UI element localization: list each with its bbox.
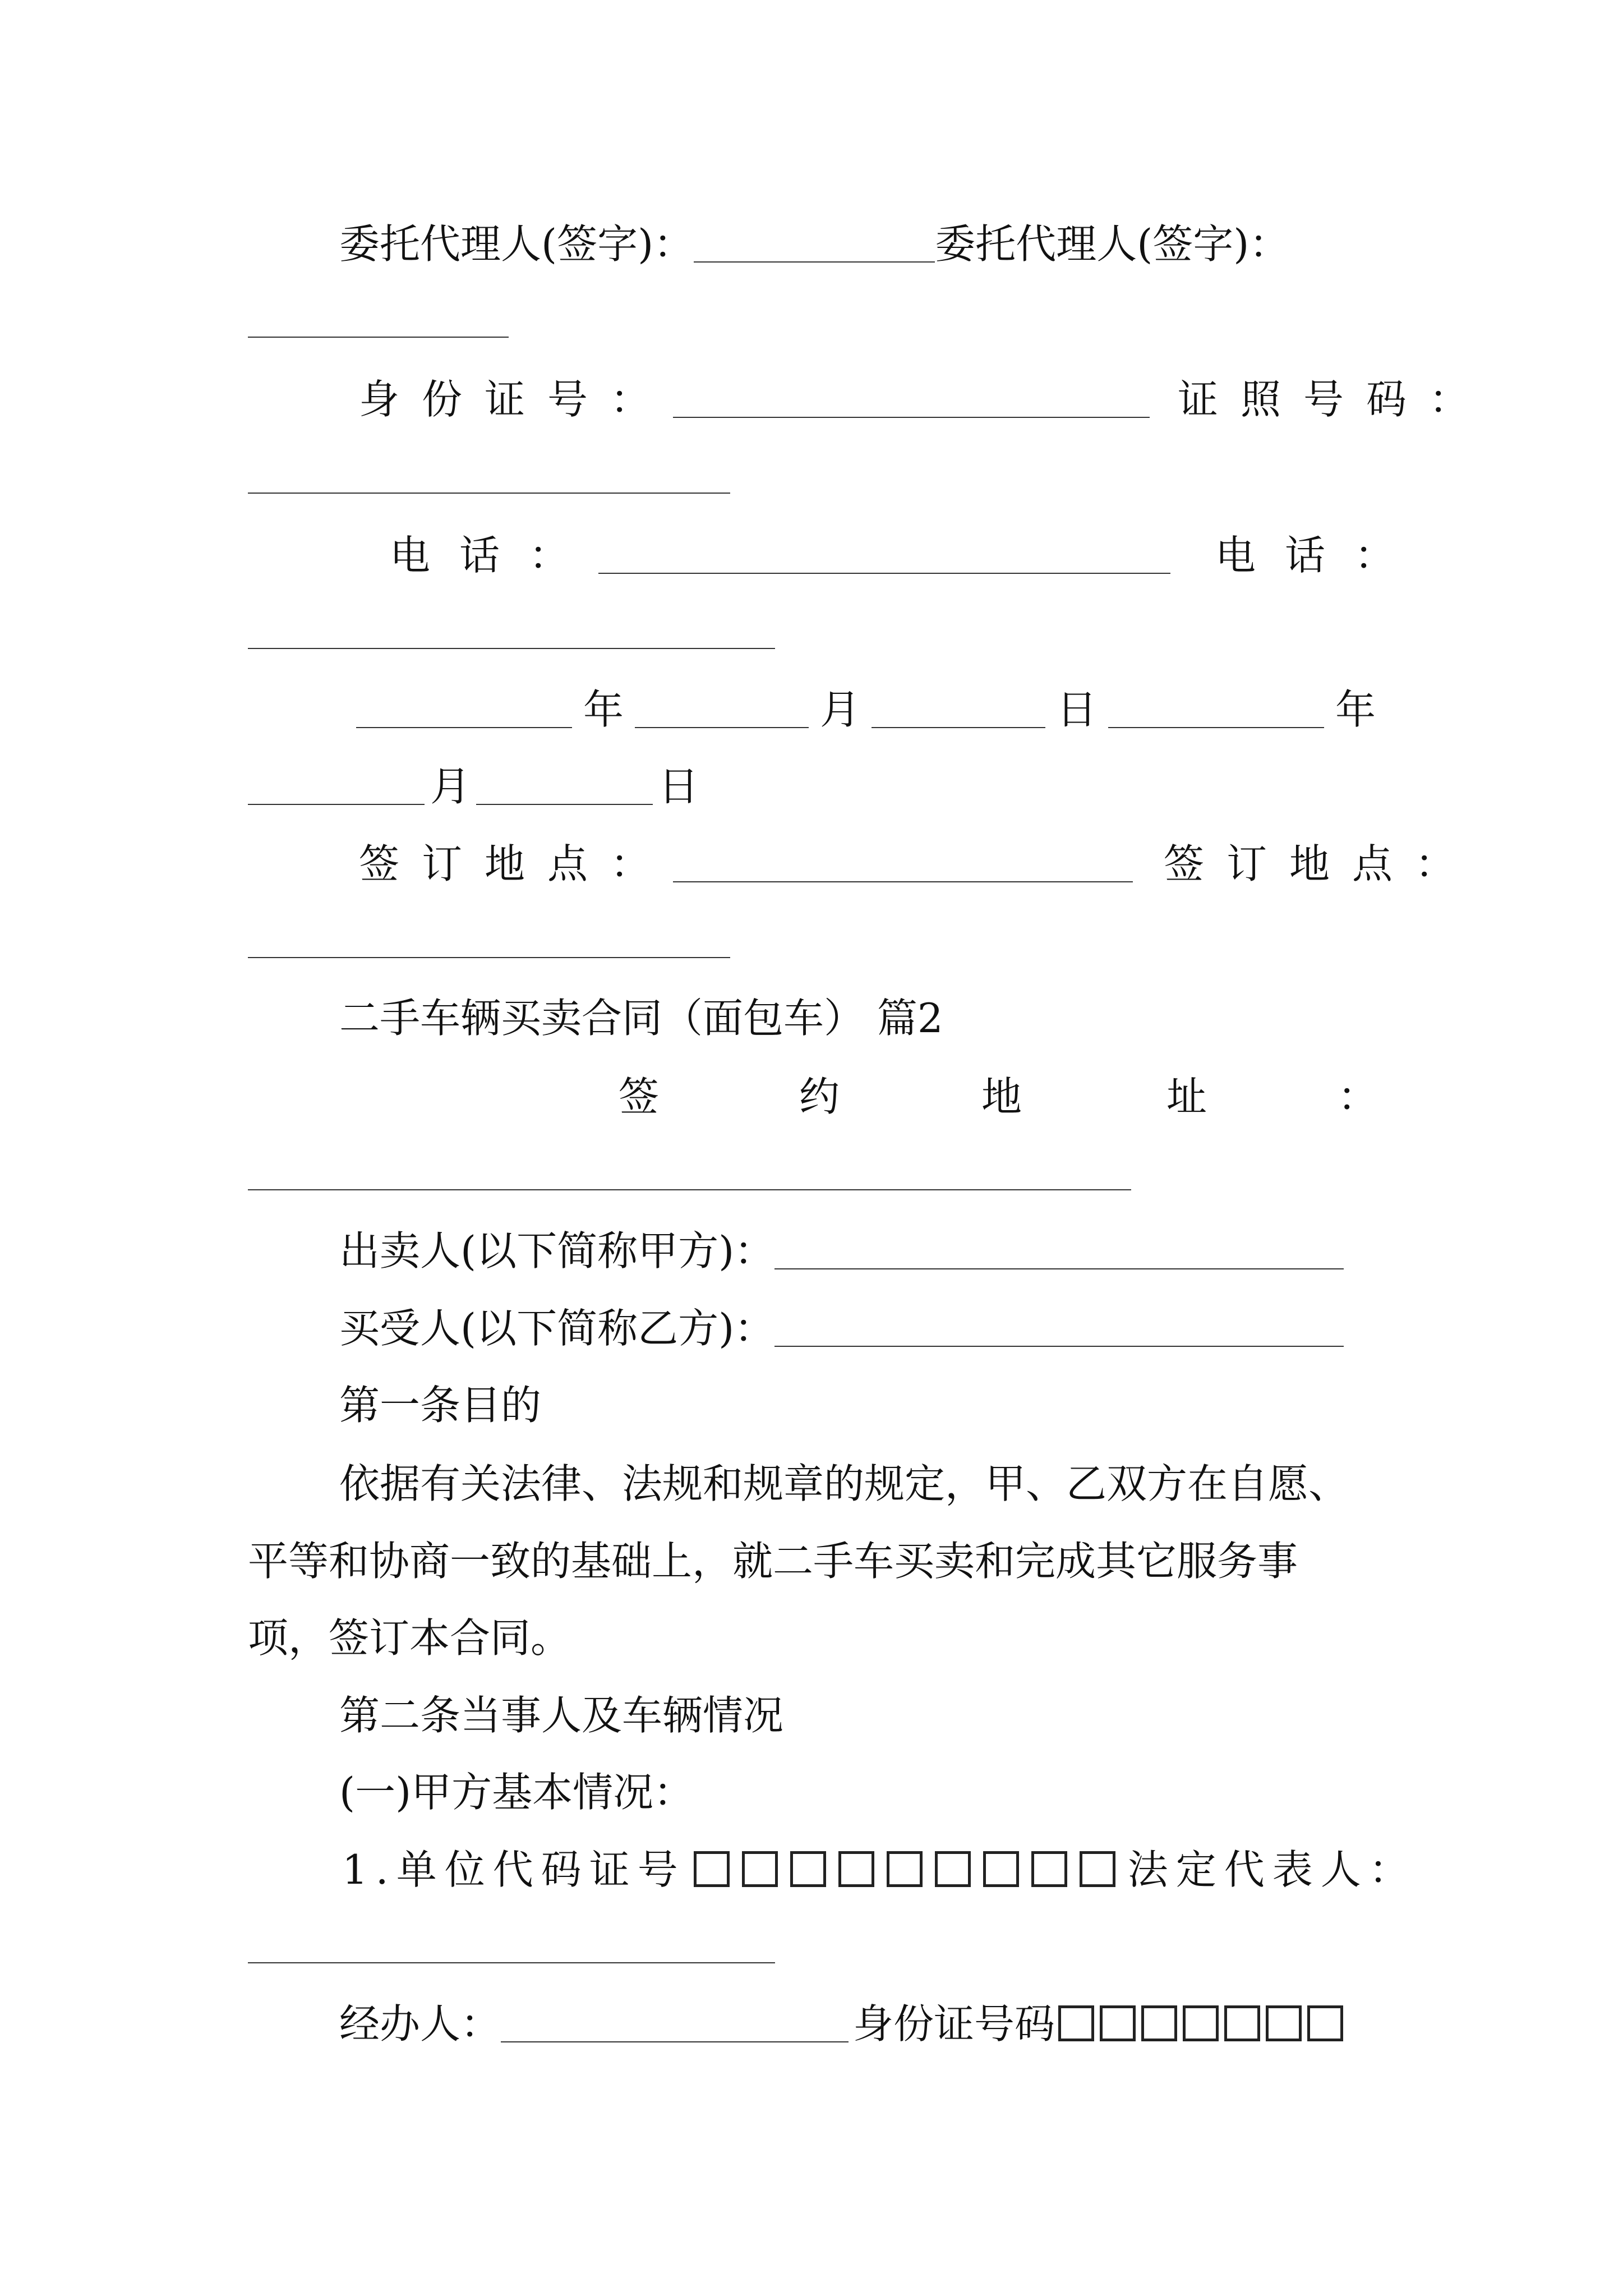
sign-address-char-2: 约: [799, 1073, 840, 1120]
month-blank-b[interactable]: [248, 763, 425, 805]
seller-label: 出卖人(以下简称甲方)：: [339, 1227, 775, 1274]
buyer-label: 买受人(以下简称乙方)：: [339, 1305, 775, 1352]
id-box[interactable]: [1100, 2005, 1136, 2041]
sign-address-char-1: 签: [619, 1073, 660, 1120]
article1-title: 第一条目的: [339, 1382, 542, 1429]
day-blank-a[interactable]: [872, 687, 1045, 728]
place-blank-b[interactable]: [248, 957, 730, 958]
phone-label-b: 电话：: [1215, 532, 1424, 579]
article1-line3: 项，签订本合同。: [248, 1614, 571, 1662]
sign-address-char-4: 址: [1166, 1073, 1207, 1120]
buyer-row: [339, 1300, 1344, 1356]
day-label-a: 日: [1057, 686, 1098, 733]
code-box[interactable]: [1080, 1851, 1115, 1887]
agent-row: [339, 216, 1289, 272]
place-label-a: 签订地点：: [359, 840, 674, 887]
phone-label-a: 电话：: [390, 532, 599, 579]
id-box[interactable]: [1058, 2005, 1094, 2041]
agent-blank-b[interactable]: [248, 337, 509, 338]
id-row: [359, 371, 1492, 427]
legal-rep-label: 法定代表人：: [1127, 1846, 1417, 1893]
seller-blank[interactable]: [774, 1228, 1344, 1269]
unit-code-row: [342, 1842, 1417, 1898]
license-label: 证照号码：: [1178, 376, 1492, 423]
code-box[interactable]: [1031, 1851, 1067, 1887]
code-box[interactable]: [935, 1851, 971, 1887]
agent-label-a: 委托代理人(签字)：: [339, 220, 694, 268]
code-box[interactable]: [887, 1851, 923, 1887]
day-blank-b[interactable]: [476, 763, 653, 805]
id-box[interactable]: [1183, 2005, 1219, 2041]
id-box[interactable]: [1224, 2005, 1260, 2041]
id-number-label: 身份证号码: [853, 2000, 1055, 2047]
license-blank[interactable]: [248, 493, 730, 494]
date-row-a: [356, 682, 1376, 738]
party-a-heading: (一)甲方基本情况：: [339, 1769, 694, 1816]
code-box[interactable]: [983, 1851, 1019, 1887]
buyer-blank[interactable]: [774, 1305, 1344, 1347]
id-blank[interactable]: [673, 376, 1150, 418]
place-row: [359, 836, 1478, 892]
agent-blank-a[interactable]: [694, 221, 935, 263]
id-box[interactable]: [1266, 2005, 1302, 2041]
phone-row: [390, 527, 1424, 583]
year-blank-b[interactable]: [1108, 687, 1324, 728]
sign-address-char-5: ：: [1338, 1073, 1378, 1120]
id-label: 身份证号：: [359, 376, 674, 423]
code-box[interactable]: [838, 1851, 874, 1887]
phone-blank-b[interactable]: [248, 648, 775, 649]
code-box[interactable]: [694, 1851, 730, 1887]
handler-blank[interactable]: [501, 2001, 849, 2042]
day-label-b: 日: [658, 763, 699, 810]
article1-line1: 依据有关法律、法规和规章的规定，甲、乙双方在自愿、: [339, 1460, 1349, 1507]
month-label-a: 月: [820, 686, 861, 733]
phone-blank-a[interactable]: [598, 532, 1170, 574]
id-box[interactable]: [1141, 2005, 1177, 2041]
code-box[interactable]: [742, 1851, 778, 1887]
article1-line2: 平等和协商一致的基础上，就二手车买卖和完成其它服务事: [248, 1538, 1298, 1585]
section-title: 二手车辆买卖合同（面包车） 篇2: [339, 995, 943, 1042]
code-box[interactable]: [790, 1851, 826, 1887]
handler-label: 经办人：: [339, 2000, 501, 2047]
id-box[interactable]: [1307, 2005, 1343, 2041]
year-blank-a[interactable]: [356, 687, 572, 728]
seller-row: [339, 1223, 1344, 1279]
sign-address-blank[interactable]: [248, 1189, 1131, 1190]
month-label-b: 月: [430, 763, 471, 810]
sign-address-char-3: 地: [981, 1073, 1022, 1120]
unit-code-label: 1.单位代码证号: [342, 1846, 686, 1893]
article2-title: 第二条当事人及车辆情况: [339, 1692, 784, 1739]
date-row-b: [248, 758, 699, 815]
agent-label-b: 委托代理人(签字)：: [935, 220, 1290, 268]
handler-row: [339, 1996, 1343, 2052]
place-blank-a[interactable]: [673, 841, 1133, 882]
year-label-b: 年: [1335, 686, 1376, 733]
place-label-b: 签订地点：: [1164, 840, 1478, 887]
legal-rep-blank[interactable]: [248, 1962, 775, 1963]
month-blank-a[interactable]: [635, 687, 809, 728]
year-label-a: 年: [583, 686, 624, 733]
